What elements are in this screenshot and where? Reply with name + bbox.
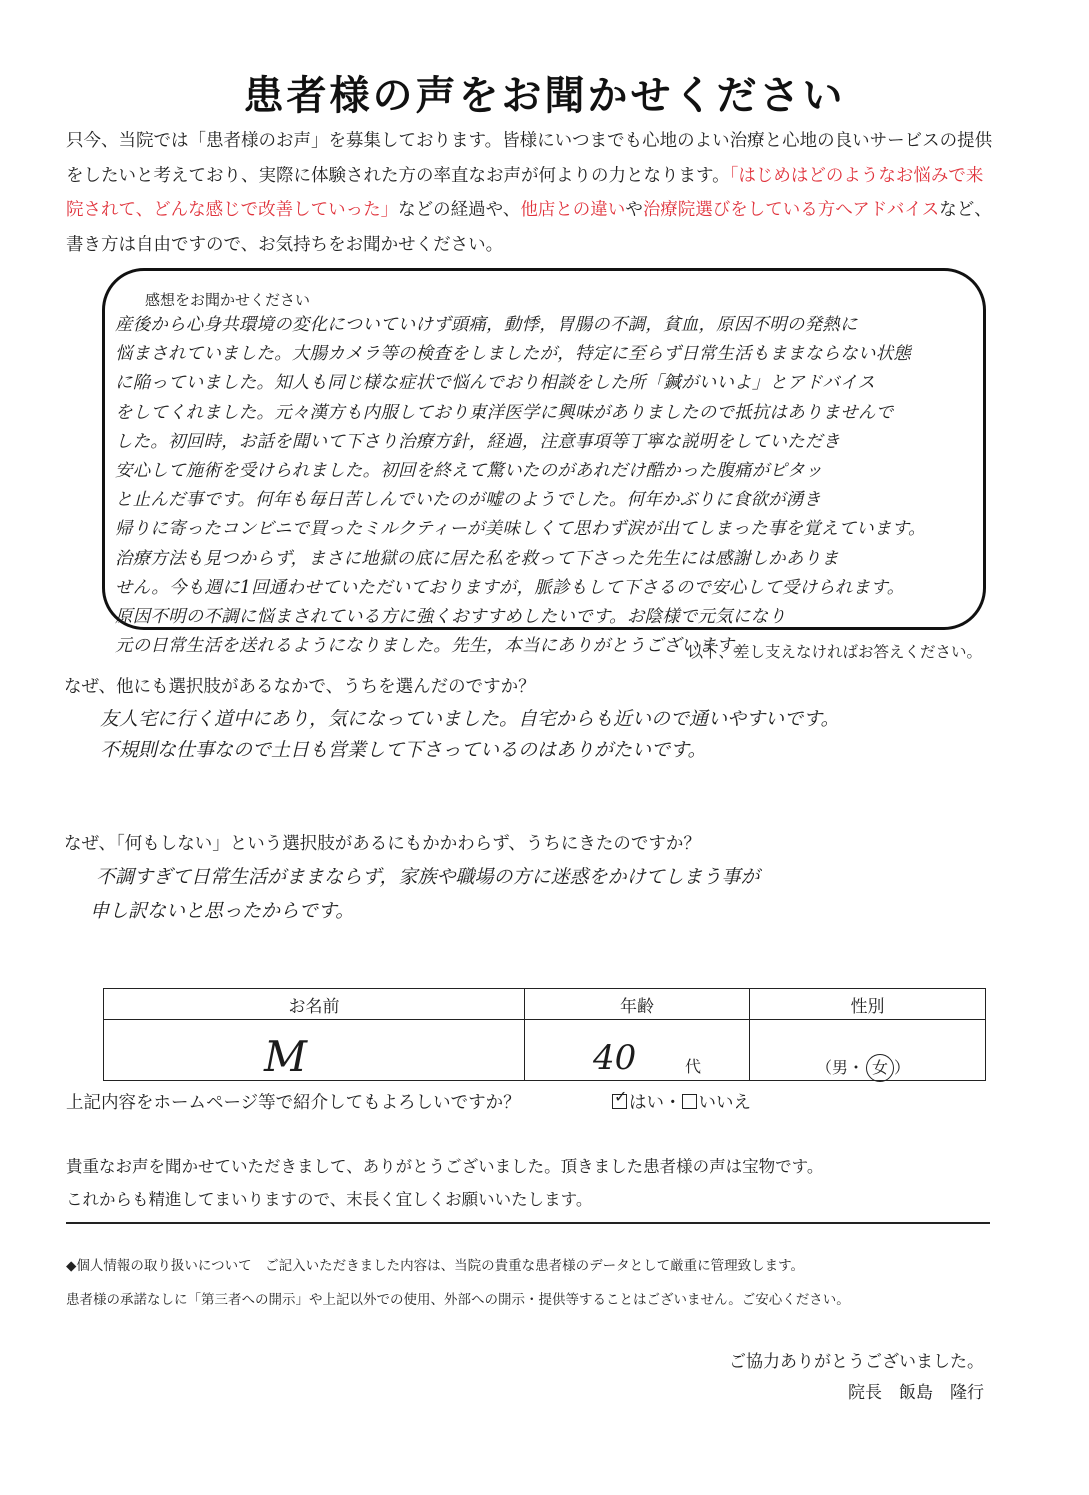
comment-line: をしてくれました。元々漢方も内服しており東洋医学に興味がありましたので抵抗はありませんで xyxy=(115,402,894,423)
signature-name: 院長 飯島 隆行 xyxy=(848,1383,984,1403)
answer-1-line: 不規則な仕事なので土日も営業して下さっているのはありがたいです。 xyxy=(100,739,707,761)
comment-box-label: 感想をお聞かせください xyxy=(145,291,311,309)
intro-highlight-2: 他店との違い xyxy=(520,200,626,220)
gender-open: （男・ xyxy=(816,1058,865,1077)
name-header: お名前 xyxy=(104,989,525,1020)
comment-line: せん。今も週に1回通わせていただいておりますが，脈診もして下さるので安心して受けられます。 xyxy=(115,577,905,598)
consent-question: 上記内容をホームページ等で紹介してもよろしいですか？ xyxy=(66,1093,521,1113)
intro-text-1: 只今、当院では「患者様のお声」を募集しております。皆様にいつまでも心地のよい治療と心地の良いサービスの提供をしたいと考えており、実際に体験された方の率直なお声が何よりの力となります。 xyxy=(66,131,993,186)
age-unit: 代 xyxy=(685,1057,702,1076)
comment-line: 帰りに寄ったコンビニで買ったミルクティーが美味しくて思わず涙が出てしまった事を覚えています。 xyxy=(115,519,926,540)
no-label: いいえ xyxy=(698,1093,751,1113)
age-cell[interactable] xyxy=(525,1020,750,1081)
thanks-text xyxy=(66,1150,823,1216)
yes-label: はい xyxy=(629,1093,664,1113)
intro-text xyxy=(66,124,996,262)
question-2: なぜ、「何もしない」という選択肢があるにもかかわらず、うちにきたのですか？ xyxy=(64,834,701,854)
check-mark-icon: ✓ xyxy=(614,1087,628,1106)
gender-cell[interactable] xyxy=(750,1020,986,1081)
comment-line: 治療方法も見つからず，まさに地獄の底に居た私を救って下さった先生には感謝しかありま xyxy=(115,548,839,569)
divider xyxy=(66,1222,990,1224)
optional-note: 以下、差し支えなければお答えください。 xyxy=(687,643,982,661)
age-value: 40 xyxy=(593,1038,637,1078)
no-checkbox[interactable] xyxy=(682,1094,697,1109)
intro-text-3: や xyxy=(625,200,643,220)
comment-line: した。初回時，お話を聞いて下さり治療方針，経過，注意事項等丁寧な説明をしていただき xyxy=(115,431,841,452)
page-title: 患者様の声をお聞かせください xyxy=(243,73,846,119)
comment-line: 悩まされていました。大腸カメラ等の検査をしましたが，特定に至らず日常生活もままならない状態 xyxy=(115,344,912,365)
intro-highlight-3: 治療院選びをしている方へアドバイス xyxy=(642,200,940,220)
comment-line: 産後から心身共環境の変化についていけず頭痛，動悸，胃腸の不調，貧血，原因不明の発熱に xyxy=(115,315,858,335)
thanks-line: 貴重なお声を聞かせていただきまして、ありがとうございました。頂きました患者様の声は宝物です。 xyxy=(66,1157,824,1176)
gender-header: 性別 xyxy=(750,989,986,1020)
name-cell[interactable] xyxy=(104,1020,525,1081)
closing-thanks: ご協力ありがとうございました。 xyxy=(729,1352,984,1372)
consent-separator: ・ xyxy=(664,1093,682,1113)
gender-selected[interactable]: 女 xyxy=(866,1054,894,1082)
age-header: 年齢 xyxy=(525,989,750,1020)
comment-handwritten xyxy=(115,311,973,661)
intro-text-4: など、書き方は自由ですので、お気持ちをお聞かせください。 xyxy=(66,200,992,255)
intro-highlight-1: 「はじめはどのようなお悩みで来院されて、どんな感じで改善していった」 xyxy=(66,165,984,220)
info-table xyxy=(103,988,986,1081)
comment-line: と止んだ事です。何年も毎日苦しんでいたのが嘘のようでした。何年かぶりに食欲が湧き xyxy=(115,490,822,511)
privacy-line: ◆個人情報の取り扱いについて ご記入いただきました内容は、当院の貴重な患者様のデータとして厳重に管理致します。 xyxy=(66,1258,805,1274)
gender-options xyxy=(816,1054,910,1082)
question-1: なぜ、他にも選択肢があるなかで、うちを選んだのですか？ xyxy=(64,677,536,697)
comment-line: 安心して施術を受けられました。初回を終えて驚いたのがあれだけ酷かった腹痛がピタッ xyxy=(115,461,823,482)
gender-close: ） xyxy=(894,1058,911,1077)
name-value: M xyxy=(264,1032,308,1081)
answer-2-line: 不調すぎて日常生活がままならず，家族や職場の方に迷惑をかけてしまう事が xyxy=(96,866,760,888)
answer-1-line: 友人宅に行く道中にあり，気になっていました。自宅からも近いので通いやすいです。 xyxy=(100,708,840,730)
consent-options xyxy=(612,1089,751,1114)
privacy-notice xyxy=(66,1249,850,1317)
comment-line: 元の日常生活を送れるようになりました。先生，本当にありがとうございます。 xyxy=(115,636,751,657)
comment-line: 原因不明の不調に悩まされている方に強くおすすめしたいです。お陰様で元気になり xyxy=(115,607,787,628)
answer-2-line: 申し訳ないと思ったからです。 xyxy=(90,900,355,922)
comment-line: に陥っていました。知人も同じ様な症状で悩んでおり相談をした所「鍼がいいよ」とアドバイス xyxy=(115,373,876,394)
privacy-line: 患者様の承諾なしに「第三者への開示」や上記以外での使用、外部への開示・提供等することはございません。ご安心ください。 xyxy=(66,1292,850,1308)
thanks-line: これからも精進してまいりますので、末長く宜しくお願いいたします。 xyxy=(66,1190,593,1209)
yes-checkbox[interactable] xyxy=(612,1087,628,1109)
intro-text-2: などの経過や、 xyxy=(398,200,521,220)
